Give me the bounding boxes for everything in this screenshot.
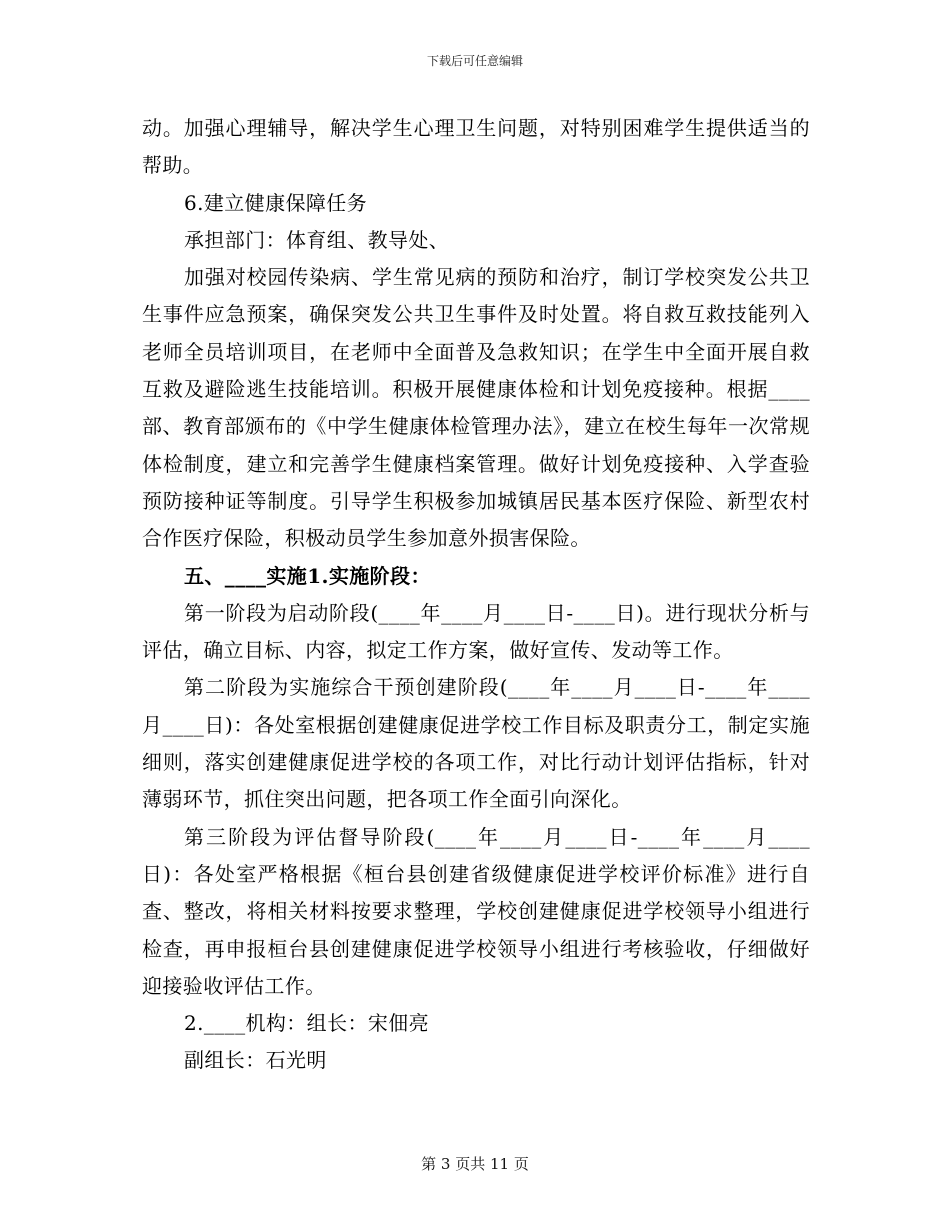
paragraph-organization-leader: 2.____机构：组长：宋佃亮 xyxy=(184,1011,430,1036)
page-header-note: 下载后可任意编辑 xyxy=(426,54,523,68)
paragraph-responsible-departments: 承担部门：体育组、教导处、 xyxy=(184,227,450,252)
page-number-footer: 第 3 页共 11 页 xyxy=(421,1155,529,1173)
paragraph-phase-one: 第一阶段为启动阶段(____年____月____日-____日)。进行现状分析与评估，确立目标、内容，拟定工作方案，做好宣传、发动等工作。 xyxy=(142,600,810,663)
section-heading-implementation: 五、____实施1.实施阶段： xyxy=(184,563,431,588)
paragraph-continuation: 动。加强心理辅导，解决学生心理卫生问题，对特别困难学生提供适当的帮助。 xyxy=(142,116,810,178)
paragraph-phase-three: 第三阶段为评估督导阶段(____年____月____日-____年____月____日)：各处室严格根据《桓台县创建省级健康促进学校评价标准》进行自查、整改，将相关材料按要求整理，学校创建健康促进学校领导小组进行检查，再申报桓台县创建健康促进学校领导小组进行考核验收，仔细做好迎接验收评估工作。 xyxy=(142,824,810,998)
document-body xyxy=(142,110,810,1080)
paragraph-deputy-leader: 副组长：石光明 xyxy=(184,1048,327,1073)
paragraph-disease-prevention: 加强对校园传染病、学生常见病的预防和治疗，制订学校突发公共卫生事件应急预案，确保突发公共卫生事件及时处置。将自救互救技能列入老师全员培训项目，在老师中全面普及急救知识；在学生中全面开展自救互救及避险逃生技能培训。积极开展健康体检和计划免疫接种。根据____部、教育部颁布的《中学生健康体检管理办法》，建立在校生每年一次常规体检制度，建立和完善学生健康档案管理。做好计划免疫接种、入学查验预防接种证等制度。引导学生积极参加城镇居民基本医疗保险、新型农村合作医疗保险，积极动员学生参加意外损害保险。 xyxy=(142,265,810,551)
section-heading-health-guarantee: 6.建立健康保障任务 xyxy=(184,190,368,215)
paragraph-phase-two: 第二阶段为实施综合干预创建阶段(____年____月____日-____年____月____日)：各处室根据创建健康促进学校工作目标及职责分工，制定实施细则，落实创建健康促进学校的各项工作，对比行动计划评估指标，针对薄弱环节，抓住突出问题，把各项工作全面引向深化。 xyxy=(142,675,810,812)
